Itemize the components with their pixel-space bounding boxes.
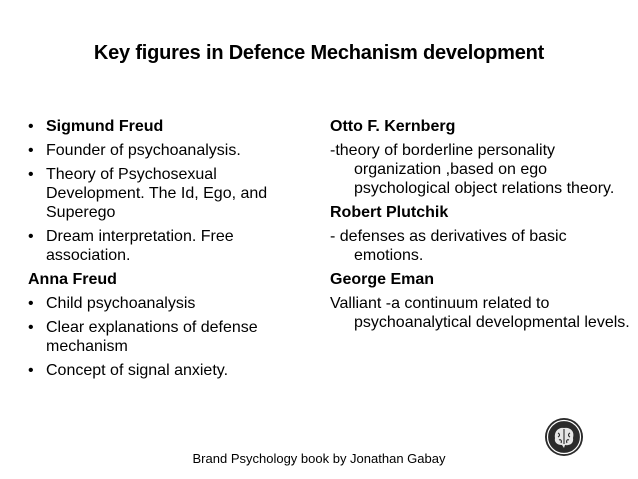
bullet: • [28,118,34,135]
bullet: • [28,166,34,183]
bullet: • [28,295,34,312]
list-item [28,227,318,265]
list-item [28,294,318,313]
bullet: • [28,362,34,379]
slide-title: Key figures in Defence Mechanism development [93,42,545,64]
list-item [28,361,318,380]
bullet: • [28,142,34,159]
list-item-text: Child psychoanalysis [46,295,196,312]
list-item-text: - defenses as derivatives of basic emotions. [330,228,567,264]
list-item-text: Clear explanations of defense mechanism [46,319,258,355]
list-item [28,117,318,136]
heading-george-eman: George Eman [330,271,435,288]
list-item [28,318,318,356]
list-item-text: -theory of borderline personality organization ,based on ego psychological object relations theory. [330,142,615,197]
list-item-text: Founder of psychoanalysis. [46,142,241,159]
heading-anna-freud: Anna Freud [28,271,117,288]
bullet: • [28,228,34,245]
list-item-text: Concept of signal anxiety. [46,362,229,379]
brain-logo-icon [544,417,584,457]
list-item-text: Valliant -a continuum related to psychoanalytical developmental levels. [330,295,630,331]
heading-robert-plutchik: Robert Plutchik [330,204,449,221]
list-item-text: Dream interpretation. Free association. [46,228,234,264]
footer-credit: Brand Psychology book by Jonathan Gabay [192,451,446,466]
list-item [28,165,318,222]
left-column [28,117,318,385]
heading-otto-kernberg: Otto F. Kernberg [330,118,456,135]
heading-sigmund-freud: Sigmund Freud [46,118,164,135]
bullet: • [28,319,34,336]
right-column [330,117,630,337]
list-item [28,141,318,160]
list-item-text: Theory of Psychosexual Development. The Id, Ego, and Superego [46,166,268,221]
